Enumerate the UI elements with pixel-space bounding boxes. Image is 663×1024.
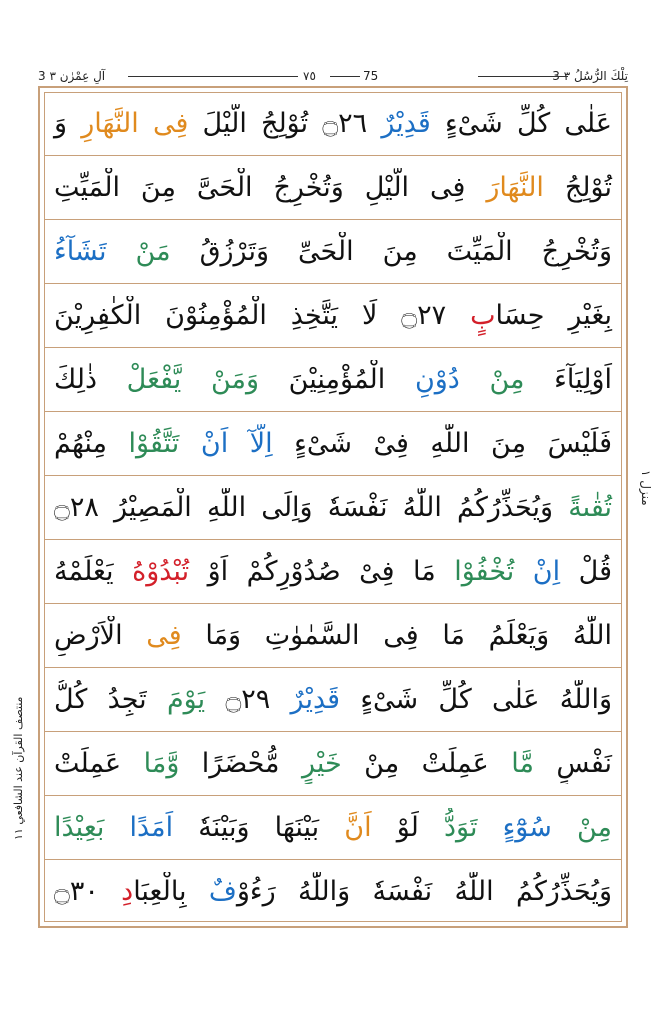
verse-segment: وَمَنْ [210, 363, 260, 395]
verse-segment: اَنَّ [344, 811, 372, 843]
verse-segment [179, 428, 201, 459]
verse-segment: اِلَّآ اَنْ [200, 427, 273, 459]
verse-line [44, 796, 622, 860]
verse-line [44, 220, 622, 284]
verse-line-text [44, 488, 622, 528]
verse-segment: تُبْدُوْهُ [132, 555, 190, 587]
verse-segment: يَعْلَمْهُ [54, 555, 133, 587]
verse-segment: قَدِيْرٌ [381, 107, 431, 139]
verse-segment: عَمِلَتْ مِنْ [341, 747, 512, 779]
juz-name: 3 تِلْكَ الرُّسُلُ ٣ [552, 69, 628, 83]
verse-segment: وَيُحَذِّرُكُمُ اللّٰهُ نَفْسَهٗ وَاِلَى اللّٰهِ الْمَصِيْرُ ۝٢٨ [54, 491, 569, 523]
verse-line-text [44, 232, 622, 272]
verse-line [44, 348, 622, 412]
verse-line [44, 668, 622, 732]
verse-segment: ذٰلِكَ [54, 363, 127, 395]
verse-segment: تَتَّقُوْا [128, 427, 180, 459]
verse-segment: سُوْٓءٍ [502, 811, 552, 843]
verse-segment: بَيْنَهَا وَبَيْنَهٗ [173, 811, 345, 843]
verse-segment: بِغَيْرِ حِسَا [495, 299, 612, 331]
verse-segment: دُوْنِ [414, 363, 460, 395]
verse-line [44, 412, 622, 476]
verse-line-text [44, 680, 622, 720]
verse-line-text [44, 168, 622, 208]
verse-line [44, 92, 622, 156]
verse-segment [552, 812, 577, 843]
margin-note: منتصف القرآن عند الشافعي ١١ [12, 696, 25, 840]
verse-segment [107, 236, 136, 267]
verse-segment: قَدِيْرٌ [290, 683, 341, 715]
verse-segment: ۝٢٧ لَا يَتَّخِذِ الْمُؤْمِنُوْنَ الْكٰفِرِيْنَ [54, 299, 471, 331]
verse-segment: دِ [121, 876, 134, 907]
verse-segment: بٍ [470, 299, 496, 331]
page-number-latin: 75 [363, 69, 379, 83]
verse-segment: فَلَيْسَ مِنَ اللّٰهِ فِىْ شَىْءٍ [272, 427, 612, 459]
verse-line [44, 284, 622, 348]
verse-line [44, 860, 622, 924]
verse-segment: اِنْ [532, 555, 561, 587]
verse-segment [514, 556, 533, 587]
manzil-marker: منزل ١ [639, 470, 653, 506]
verse-line-text [44, 424, 622, 464]
verse-segment: مَا فِىْ صُدُوْرِكُمْ اَوْ [189, 555, 455, 587]
verse-segment: تَشَآءُ [54, 235, 107, 267]
verse-line [44, 604, 622, 668]
verse-segment: وَتُخْرِجُ الْمَيِّتَ مِنَ الْحَىِّ وَتَرْزُقُ [170, 235, 612, 267]
verse-segment: الْاَرْضِ [54, 619, 147, 651]
verse-segment: تُقٰىةً [568, 491, 612, 523]
verse-line-text [44, 104, 622, 144]
verse-segment: مَنْ [135, 235, 171, 267]
verse-segment [477, 812, 502, 843]
verse-segment: وَ [54, 107, 82, 139]
header-rule-center [330, 76, 360, 77]
verse-segment: اَوْلِيَآءَ [524, 363, 612, 395]
verse-segment: مِنْ [489, 363, 525, 395]
verse-segment [104, 812, 129, 843]
verse-line-text [44, 744, 622, 784]
verse-segment: تُخْفُوْا [454, 555, 515, 587]
verse-segment: وَيُحَذِّرُكُمُ اللّٰهُ نَفْسَهٗ وَاللّٰهُ رَءُوْ [236, 876, 612, 907]
verse-segment: يَوْمَ [166, 683, 206, 715]
verse-line-text [44, 360, 622, 400]
page-number-arabic: ٧٥ [303, 69, 316, 83]
verse-segment [460, 364, 490, 395]
verse-segment: بِالْعِبَا [133, 876, 209, 907]
verse-segment: الْمُؤْمِنِيْنَ [259, 363, 415, 395]
verse-segment: نَفْسٍ [533, 747, 612, 779]
header-rule-left [128, 76, 298, 77]
verse-segment: مُّحْضَرًا [179, 747, 302, 779]
verse-segment: يَّفْعَلْ [126, 363, 182, 395]
verse-segment: تُوْلِجُ [543, 171, 612, 203]
verse-segment: فِى الَّيْلِ وَتُخْرِجُ الْحَىَّ مِنَ الْمَيِّتِ [54, 171, 487, 203]
verse-segment: ۝٣٠ [54, 876, 122, 907]
verse-segment: وَاللّٰهُ عَلٰى كُلِّ شَىْءٍ [340, 683, 612, 715]
header-rule-right [478, 76, 568, 77]
verse-line [44, 732, 622, 796]
verse-segment: النَّهَارَ [486, 171, 544, 203]
verse-segment: قُلْ [560, 555, 612, 587]
verse-segment: فٌ [208, 876, 237, 907]
verse-line-text [44, 296, 622, 336]
verse-segment: عَلٰى كُلِّ شَىْءٍ [430, 107, 612, 139]
verse-segment: اللّٰهُ وَيَعْلَمُ مَا فِى السَّمٰوٰتِ وَمَا [181, 619, 612, 651]
verse-segment: فِى النَّهَارِ [81, 107, 189, 139]
verse-segment: عَمِلَتْ [54, 747, 144, 779]
verse-segment: فِى [146, 619, 182, 651]
verse-line-text [44, 872, 622, 912]
verse-segment: بَعِيْدًا [54, 811, 105, 843]
verse-segment: تَوَدُّ [443, 811, 478, 843]
verse-segment: ۝٢٩ [205, 683, 291, 715]
verse-line [44, 476, 622, 540]
verse-line-text [44, 552, 622, 592]
verse-segment: تَجِدُ كُلُّ [54, 683, 167, 715]
verse-segment: خَيْرٍ [301, 747, 342, 779]
verse-segment: مِنْ [576, 811, 612, 843]
verse-segment: اَمَدًا [129, 811, 174, 843]
verse-line-text [44, 808, 622, 848]
surah-name: 3 آلِ عِمْرٰن ٣ [38, 69, 106, 83]
verse-segment [181, 364, 211, 395]
verse-segment: وَّمَا [143, 747, 180, 779]
verse-segment: مَّا [511, 747, 534, 779]
page-header [38, 66, 628, 86]
verse-line-text [44, 616, 622, 656]
verse-segment: مِنْهُمْ [54, 427, 129, 459]
verse-line [44, 156, 622, 220]
verse-segment: ۝٢٦ تُوْلِجُ الَّيْلَ [188, 107, 382, 139]
verse-line [44, 540, 622, 604]
verse-segment: لَوْ [371, 811, 444, 843]
